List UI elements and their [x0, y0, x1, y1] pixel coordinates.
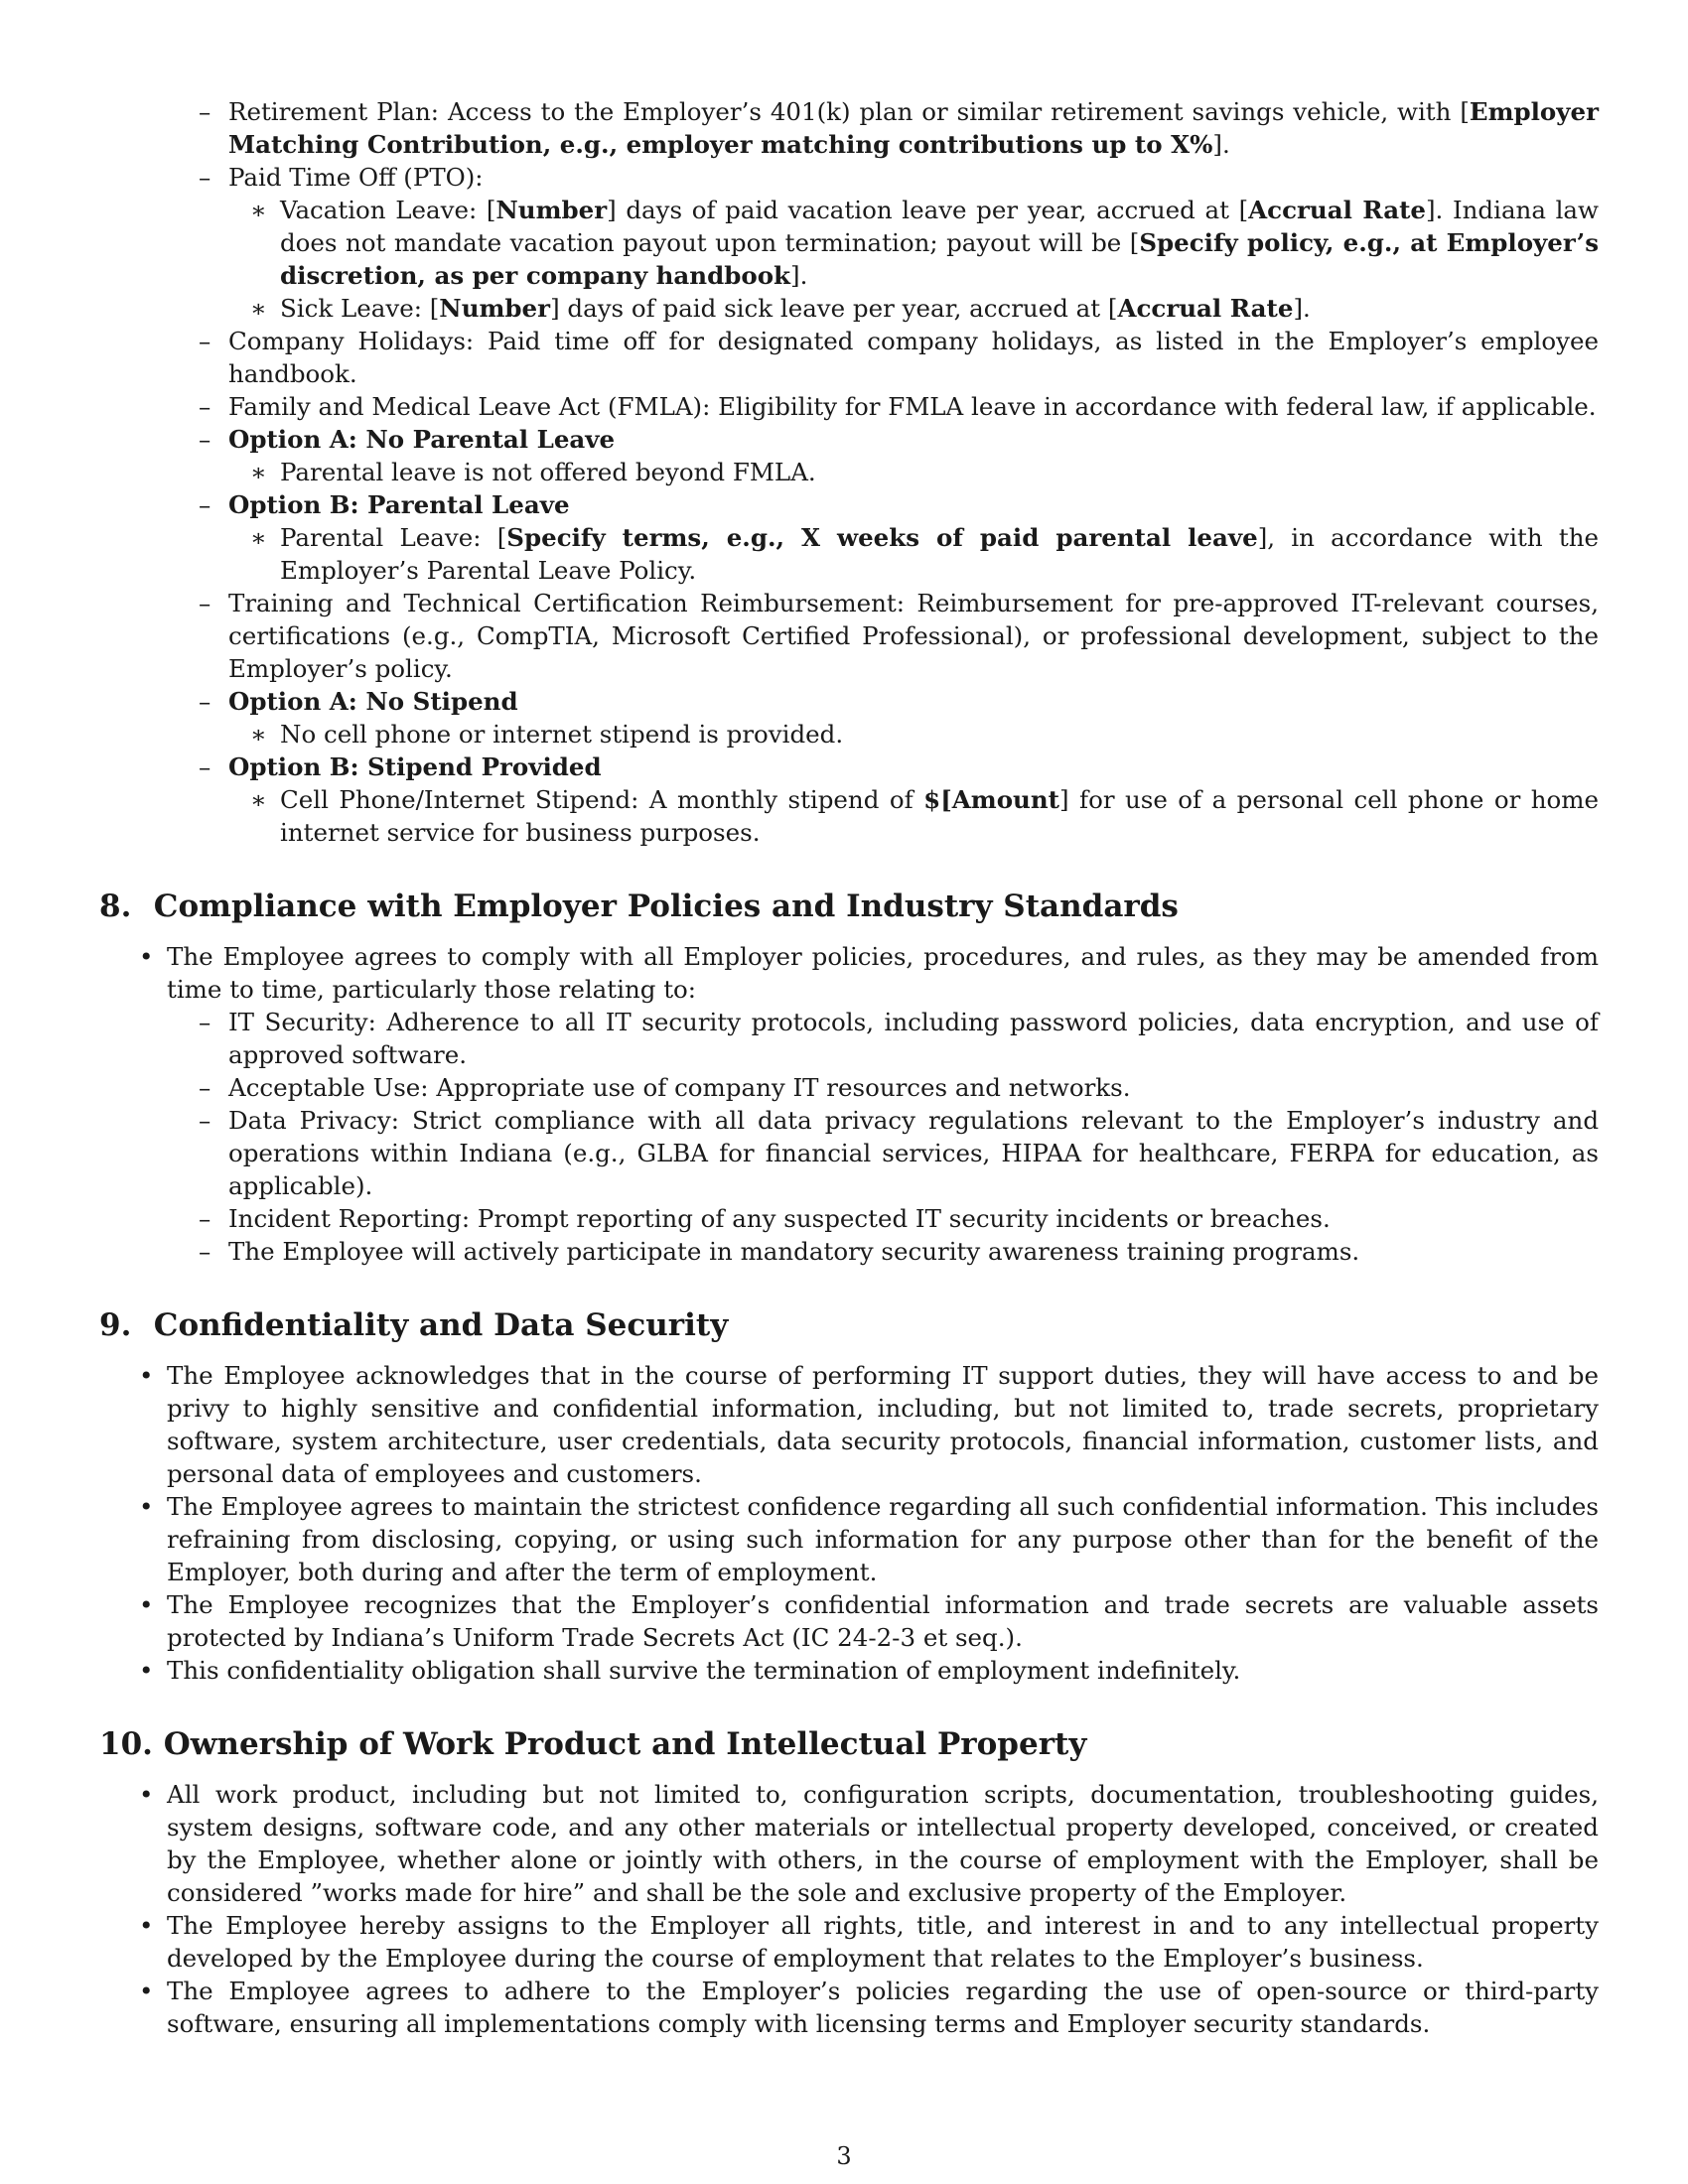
company-holidays-item: – Company Holidays: Paid time off for designated company holidays, as listed in the Employer’s employee handbook. — [99, 325, 1599, 390]
benefits-list — [99, 95, 1599, 849]
list-item: • This confidentiality obligation shall survive the termination of employment indefinitely. — [99, 1654, 1599, 1687]
list-item: • The Employee hereby assigns to the Employer all rights, title, and interest in and to any intellectual property developed by the Employee during the course of employment that relates to the Employer’s business. — [99, 1909, 1599, 1975]
list-item: – Data Privacy: Strict compliance with all data privacy regulations relevant to the Employer’s industry and operations within Indiana (e.g., GLBA for financial services, HIPAA for healthcare, FERPA for education, as applicable). — [99, 1104, 1599, 1202]
section-9-heading: 9. Confidentiality and Data Security — [99, 1307, 729, 1343]
parental-option-a-item: ∗ Parental leave is not offered beyond FMLA. — [99, 456, 1599, 488]
list-item: • All work product, including but not limited to, configuration scripts, documentation, troubleshooting guides, system designs, software code, and any other materials or intellectual property developed, conceived, or created by the Employee, whether alone or jointly with others, in the course of employment with the Employer, shall be considered ”works made for hire” and shall be the sole and exclusive property of the Employer. — [99, 1778, 1599, 1909]
fmla-item: – Family and Medical Leave Act (FMLA): Eligibility for FMLA leave in accordance with federal law, if applicable. — [99, 390, 1599, 423]
section-8-heading: 8. Compliance with Employer Policies and Industry Standards — [99, 888, 1179, 924]
list-item: • The Employee recognizes that the Employer’s confidential information and trade secrets are valuable assets protected by Indiana’s Uniform Trade Secrets Act (IC 24-2-3 et seq.). — [99, 1588, 1599, 1654]
pto-item: – Paid Time Off (PTO): ∗ Vacation Leave: [Number] days of paid vacation leave per year, accrued at [Accrual Rate]. Indiana law does not mandate vacation payout upon termination; payout will be [Specify policy, e.g., at Employer’s discretion, as per company handbook]. ∗ Sick Leave: [Number] days of paid sick leave per year, accrued at [Accrual Rate]. — [99, 161, 1599, 325]
parental-option-a: – Option A: No Parental Leave ∗ Parental leave is not offered beyond FMLA. — [99, 423, 1599, 488]
list-item: • The Employee acknowledges that in the course of performing IT support duties, they will have access to and be privy to highly sensitive and confidential information, including, but not limited to, trade secrets, proprietary software, system architecture, user credentials, data security protocols, financial information, customer lists, and personal data of employees and customers. — [99, 1359, 1599, 1490]
section-10-list — [99, 1778, 1599, 2040]
parental-option-b-sublist — [99, 521, 1599, 587]
section-8-intro: • The Employee agrees to comply with all Employer policies, procedures, and rules, as they may be amended from time to time, particularly those relating to: – IT Security: Adherence to all IT security protocols, including password policies, data encryption, and use of approved software. – Acceptable Use: Appropriate use of company IT resources and networks. – Data Privacy: Strict compliance with all data privacy regulations relevant to the Employer’s industry and operations within Indiana (e.g., GLBA for financial services, HIPAA for healthcare, FERPA for education, as applicable). – Incident Reporting: Prompt reporting of any suspected IT security incidents or breaches. – The Employee will actively participate in mandatory security awareness training programs. — [99, 940, 1599, 1268]
training-item: – Training and Technical Certification Reimbursement: Reimbursement for pre-approved IT-relevant courses, certifications (e.g., CompTIA, Microsoft Certified Professional), or professional development, subject to the Employer’s policy. — [99, 587, 1599, 685]
parental-option-a-sublist — [99, 456, 1599, 488]
stipend-option-b-item: ∗ Cell Phone/Internet Stipend: A monthly stipend of $[Amount] for use of a personal cell phone or home internet service for business purposes. — [99, 783, 1599, 849]
section-9-list — [99, 1359, 1599, 1687]
sick-leave-item: ∗ Sick Leave: [Number] days of paid sick leave per year, accrued at [Accrual Rate]. — [99, 292, 1599, 325]
list-item: • The Employee agrees to maintain the strictest confidence regarding all such confidential information. This includes refraining from disclosing, copying, or using such information for any purpose other than for the benefit of the Employer, both during and after the term of employment. — [99, 1490, 1599, 1588]
retirement-plan-item: – Retirement Plan: Access to the Employer’s 401(k) plan or similar retirement savings vehicle, with [Employer Matching Contribution, e.g., employer matching contributions up to X%]. — [99, 95, 1599, 161]
list-item: – The Employee will actively participate in mandatory security awareness training programs. — [99, 1235, 1599, 1268]
stipend-option-a-item: ∗ No cell phone or internet stipend is provided. — [99, 718, 1599, 751]
stipend-option-b-sublist — [99, 783, 1599, 849]
vacation-leave-item: ∗ Vacation Leave: [Number] days of paid vacation leave per year, accrued at [Accrual Rate]. Indiana law does not mandate vacation payout upon termination; payout will be [Specify policy, e.g., at Employer’s discretion, as per company handbook]. — [99, 194, 1599, 292]
stipend-option-a-sublist — [99, 718, 1599, 751]
stipend-option-b: – Option B: Stipend Provided ∗ Cell Phone/Internet Stipend: A monthly stipend of $[Amount] for use of a personal cell phone or home internet service for business purposes. — [99, 751, 1599, 849]
list-item: – Acceptable Use: Appropriate use of company IT resources and networks. — [99, 1071, 1599, 1104]
stipend-option-a: – Option A: No Stipend ∗ No cell phone or internet stipend is provided. — [99, 685, 1599, 751]
parental-option-b-item: ∗ Parental Leave: [Specify terms, e.g., X weeks of paid parental leave], in accordance with the Employer’s Parental Leave Policy. — [99, 521, 1599, 587]
section-8-list — [99, 940, 1599, 1268]
section-10-heading: 10. Ownership of Work Product and Intellectual Property — [99, 1726, 1087, 1762]
pto-sublist — [99, 194, 1599, 325]
list-item: – Incident Reporting: Prompt reporting of any suspected IT security incidents or breaches. — [99, 1202, 1599, 1235]
list-item: • The Employee agrees to adhere to the Employer’s policies regarding the use of open-source or third-party software, ensuring all implementations comply with licensing terms and Employer security standards. — [99, 1975, 1599, 2040]
list-item: – IT Security: Adherence to all IT security protocols, including password policies, data encryption, and use of approved software. — [99, 1006, 1599, 1071]
page-number: 3 — [836, 2142, 852, 2170]
section-8-sublist — [99, 1006, 1599, 1268]
document-page — [99, 95, 1599, 2040]
parental-option-b: – Option B: Parental Leave ∗ Parental Leave: [Specify terms, e.g., X weeks of paid parental leave], in accordance with the Employer’s Parental Leave Policy. — [99, 488, 1599, 587]
